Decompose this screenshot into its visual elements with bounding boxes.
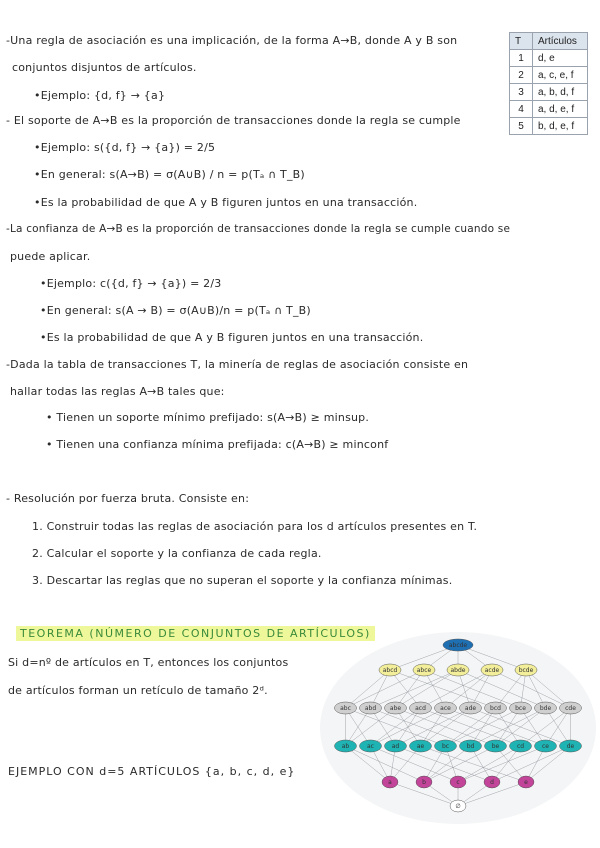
lattice-node-label: bce — [515, 705, 526, 712]
brute-force-step-2: 2. Calcular el soporte y la confianza de cada regla. — [32, 547, 322, 560]
lattice-node — [515, 664, 537, 676]
lattice-node — [510, 740, 532, 752]
lattice-node — [450, 800, 466, 812]
lattice-node-label: acd — [415, 705, 426, 712]
lattice-node-label: ce — [542, 743, 549, 750]
support-probability: •Es la probabilidad de que A y B figuren juntos en una transacción. — [34, 196, 418, 209]
example-heading: EJEMPLO CON d=5 ARTÍCULOS {a, b, c, d, e} — [8, 765, 296, 778]
confidence-general: •En general: s(A → B) = σ(A∪B)/n = p(Tₐ ∩ T_B) — [40, 304, 311, 317]
lattice-node — [518, 776, 534, 788]
table-row — [510, 67, 588, 84]
support-definition: - El soporte de A→B es la proporción de transacciones donde la regla se cumple — [6, 114, 461, 127]
lattice-node — [510, 702, 532, 714]
lattice-node-label: a — [388, 779, 392, 786]
lattice-node — [535, 702, 557, 714]
lattice-node-label: abcde — [448, 642, 468, 649]
theorem-statement-cont: de artículos forman un retículo de tamaño 2ᵈ. — [8, 684, 268, 697]
lattice-node-label: bc — [441, 743, 450, 750]
lattice-node — [485, 740, 507, 752]
transactions-table — [509, 32, 588, 135]
lattice-node-label: bd — [466, 743, 475, 750]
transaction-id: 5 — [510, 118, 533, 135]
lattice-node-label: ade — [464, 705, 477, 712]
transaction-items: a, d, e, f — [533, 101, 588, 118]
itemset-lattice — [318, 630, 598, 830]
confidence-definition-cont: puede aplicar. — [10, 250, 91, 263]
lattice-node — [435, 740, 457, 752]
lattice-node-label: bde — [539, 705, 552, 712]
lattice-node-label: be — [491, 743, 500, 750]
lattice-node — [484, 776, 500, 788]
lattice-node-label: acde — [484, 667, 500, 674]
brute-force-step-1: 1. Construir todas las reglas de asociación para los d artículos presentes en T. — [32, 520, 478, 533]
lattice-node-label: ace — [440, 705, 451, 712]
lattice-node-label: cd — [516, 743, 525, 750]
confidence-probability: •Es la probabilidad de que A y B figuren juntos en una transacción. — [40, 331, 424, 344]
lattice-node-label: ac — [367, 743, 374, 750]
lattice-node — [410, 702, 432, 714]
transaction-id: 4 — [510, 101, 533, 118]
lattice-node — [410, 740, 432, 752]
table-header-row — [510, 33, 588, 50]
rule-definition-cont: conjuntos disjuntos de artículos. — [12, 61, 197, 74]
lattice-node — [385, 740, 407, 752]
rule-example: •Ejemplo: {d, f} → {a} — [34, 89, 166, 102]
column-header: Artículos — [533, 33, 588, 50]
confidence-definition: -La confianza de A→B es la proporción de transacciones donde la regla se cumple cuando se — [6, 223, 511, 235]
lattice-node-label: ad — [391, 743, 400, 750]
lattice-node-label: abde — [450, 667, 466, 674]
theorem-statement: Si d=nº de artículos en T, entonces los conjuntos — [8, 656, 289, 669]
lattice-node — [560, 740, 582, 752]
lattice-node — [360, 740, 382, 752]
lattice-node-label: abd — [364, 705, 377, 712]
lattice-node — [385, 702, 407, 714]
transaction-id: 3 — [510, 84, 533, 101]
support-general: •En general: s(A→B) = σ(A∪B) / n = p(Tₐ ∩ T_B) — [34, 168, 305, 181]
lattice-node-label: e — [524, 779, 528, 786]
lattice-node-label: de — [566, 743, 575, 750]
support-example: •Ejemplo: s({d, f} → {a}) = 2/5 — [34, 141, 216, 154]
lattice-node — [413, 664, 435, 676]
table-row — [510, 50, 588, 67]
transaction-id: 1 — [510, 50, 533, 67]
lattice-node-label: abe — [389, 705, 402, 712]
table-row — [510, 84, 588, 101]
lattice-node-label: ab — [341, 743, 350, 750]
brute-force-step-3: 3. Descartar las reglas que no superan el soporte y la confianza mínimas. — [32, 574, 453, 587]
transaction-id: 2 — [510, 67, 533, 84]
table-row — [510, 101, 588, 118]
lattice-node — [481, 664, 503, 676]
lattice-node — [460, 702, 482, 714]
lattice-node-label: abcd — [382, 667, 398, 674]
lattice-node — [460, 740, 482, 752]
lattice-node-label: ae — [416, 743, 425, 750]
transaction-items: a, c, e, f — [533, 67, 588, 84]
brute-force-heading: - Resolución por fuerza bruta. Consiste en: — [6, 492, 250, 505]
theorem-title: TEOREMA (NÚMERO DE CONJUNTOS DE ARTÍCULOS) — [16, 626, 375, 641]
table-row — [510, 118, 588, 135]
lattice-node-label: ∅ — [455, 803, 461, 810]
lattice-node — [450, 776, 466, 788]
lattice-node — [379, 664, 401, 676]
transaction-items: a, b, d, f — [533, 84, 588, 101]
mining-definition-cont: hallar todas las reglas A→B tales que: — [10, 385, 225, 398]
minsup-condition: • Tienen un soporte mínimo prefijado: s(A→B) ≥ minsup. — [46, 411, 370, 424]
lattice-node-label: cde — [565, 705, 576, 712]
lattice-node — [435, 702, 457, 714]
lattice-node-label: d — [490, 779, 494, 786]
lattice-node-label: abc — [340, 705, 351, 712]
lattice-node-label: b — [422, 779, 426, 786]
lattice-node — [560, 702, 582, 714]
lattice-node — [535, 740, 557, 752]
lattice-node-label: bcde — [518, 667, 534, 674]
lattice-node — [360, 702, 382, 714]
lattice-node-label: abce — [416, 667, 432, 674]
confidence-example: •Ejemplo: c({d, f} → {a}) = 2/3 — [40, 277, 222, 290]
mining-definition: -Dada la tabla de transacciones T, la minería de reglas de asociación consiste en — [6, 358, 469, 371]
lattice-node-label: bcd — [490, 705, 501, 712]
lattice-node — [416, 776, 432, 788]
lattice-node — [335, 740, 357, 752]
lattice-node-label: c — [456, 779, 460, 786]
lattice-node — [443, 639, 473, 651]
lattice-node — [447, 664, 469, 676]
lattice-node — [382, 776, 398, 788]
lattice-node — [485, 702, 507, 714]
column-header: T — [510, 33, 533, 50]
transaction-items: b, d, e, f — [533, 118, 588, 135]
transaction-items: d, e — [533, 50, 588, 67]
rule-definition: -Una regla de asociación es una implicación, de la forma A→B, donde A y B son — [6, 34, 458, 47]
minconf-condition: • Tienen una confianza mínima prefijada: c(A→B) ≥ minconf — [46, 438, 389, 451]
lattice-node — [335, 702, 357, 714]
